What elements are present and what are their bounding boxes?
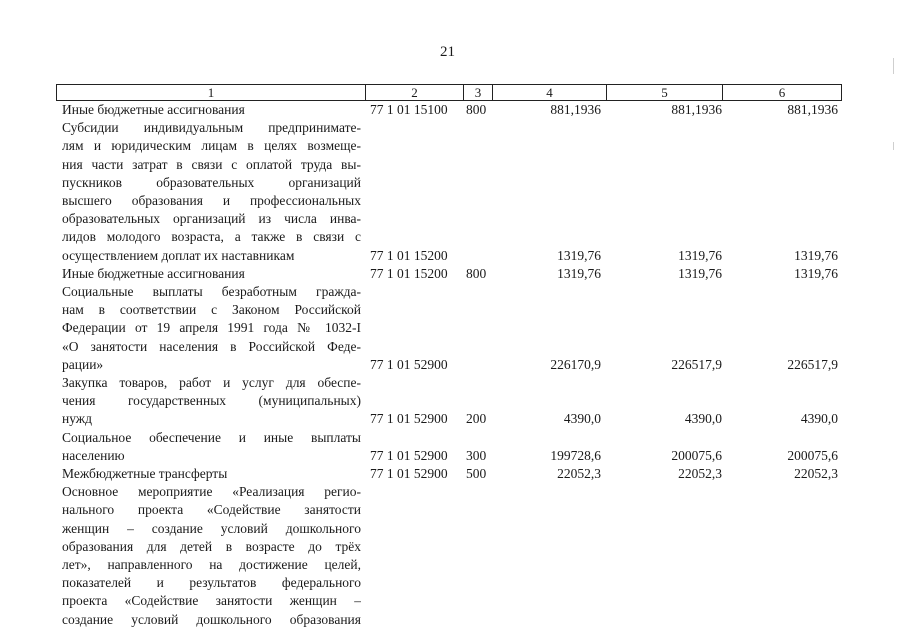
row-code: 77 1 01 15100: [370, 102, 448, 117]
row-value-col6: 1319,76: [794, 266, 838, 281]
row-value-col6: 881,1936: [787, 102, 838, 117]
row-text: образовательных организаций из числа инва-: [62, 211, 361, 226]
row-text: нужд: [62, 411, 92, 426]
row-text: «О занятости населения в Российской Феде-: [62, 339, 361, 354]
row-value-col6: 4390,0: [800, 411, 838, 426]
row-expense-type: 500: [466, 466, 487, 481]
row-value-col4: 1319,76: [557, 266, 601, 281]
row-text: Основное мероприятие «Реализация регио-: [62, 484, 361, 499]
header-col-6: 6: [778, 85, 786, 100]
row-value-col6: 22052,3: [794, 466, 838, 481]
row-text: Иные бюджетные ассигнования: [62, 266, 245, 281]
row-expense-type: 800: [466, 266, 487, 281]
row-expense-type: 800: [466, 102, 487, 117]
row-text: Социальные выплаты безработным гражда-: [62, 284, 361, 299]
page-number: 21: [440, 44, 455, 60]
row-text: Федерации от 19 апреля 1991 года № 1032-I: [62, 320, 361, 335]
row-value-col4: 22052,3: [557, 466, 601, 481]
row-text: лет», направленного на достижение целей,: [62, 557, 361, 572]
row-value-col4: 199728,6: [550, 448, 601, 463]
row-value-col4: 226170,9: [550, 357, 601, 372]
row-text: нального проекта «Содействие занятости: [62, 502, 361, 517]
row-value-col5: 1319,76: [678, 266, 722, 281]
row-text: проекта «Содействие занятости женщин –: [62, 593, 361, 608]
row-text: Иные бюджетные ассигнования: [62, 102, 245, 117]
row-text: нам в соответствии с Законом Российской: [62, 302, 361, 317]
row-text: ния части затрат в связи с оплатой труда вы-: [62, 157, 361, 172]
row-expense-type: 200: [466, 411, 487, 426]
row-text: осуществлением доплат их наставникам: [62, 248, 295, 263]
row-text: Межбюджетные трансферты: [62, 466, 228, 481]
row-expense-type: 300: [466, 448, 487, 463]
row-code: 77 1 01 52900: [370, 466, 448, 481]
row-value-col6: 200075,6: [787, 448, 838, 463]
row-code: 77 1 01 15200: [370, 248, 448, 263]
header-col-1: 1: [57, 85, 366, 100]
row-text: показателей и результатов федерального: [62, 575, 361, 590]
row-text: рации»: [62, 357, 104, 372]
row-code: 77 1 01 52900: [370, 448, 448, 463]
row-code: 77 1 01 15200: [370, 266, 448, 281]
row-value-col4: 4390,0: [563, 411, 601, 426]
row-text: высшего образования и профессиональных: [62, 193, 361, 208]
header-col-5: 5: [607, 85, 723, 100]
row-text: чения государственных (муниципальных): [62, 393, 361, 408]
row-code: 77 1 01 52900: [370, 411, 448, 426]
row-code: 77 1 01 52900: [370, 357, 448, 372]
row-value-col5: 200075,6: [671, 448, 722, 463]
row-value-col5: 1319,76: [678, 248, 722, 263]
row-value-col4: 1319,76: [557, 248, 601, 263]
row-value-col5: 22052,3: [678, 466, 722, 481]
row-text: образования для детей в возрасте до трёх: [62, 539, 361, 554]
row-value-col6: 226517,9: [787, 357, 838, 372]
row-text: Закупка товаров, работ и услуг для обеспе-: [62, 375, 361, 390]
row-text: Субсидии индивидуальным предпринимате-: [62, 120, 361, 135]
row-value-col5: 226517,9: [671, 357, 722, 372]
row-value-col4: 881,1936: [550, 102, 601, 117]
header-col-4: 4: [493, 85, 607, 100]
row-text: населению: [62, 448, 125, 463]
row-text: Социальное обеспечение и иные выплаты: [62, 430, 361, 445]
row-text: пускников образовательных организаций: [62, 175, 361, 190]
header-col-3: 3: [464, 85, 493, 100]
row-text: лидов молодого возраста, а также в связи с: [62, 229, 361, 244]
row-value-col6: 1319,76: [794, 248, 838, 263]
header-col-2: 2: [366, 85, 464, 100]
row-value-col5: 4390,0: [684, 411, 722, 426]
row-text: женщин – создание условий дошкольного: [62, 521, 361, 536]
scan-artifact: [893, 142, 894, 150]
row-value-col5: 881,1936: [671, 102, 722, 117]
row-text: создание условий дошкольного образования: [62, 612, 361, 627]
scan-artifact: [893, 58, 894, 74]
row-text: лям и юридическим лицам в целях возмеще-: [62, 138, 361, 153]
